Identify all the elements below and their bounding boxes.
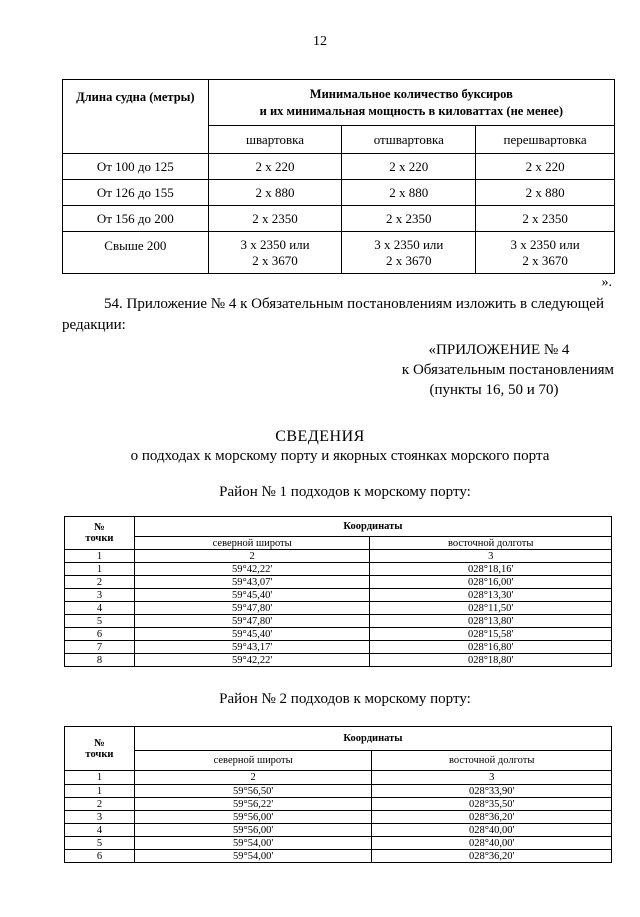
subheader-unmooring: отшвартовка — [342, 126, 476, 154]
num-row-cell: 1 — [65, 550, 135, 563]
paragraph-54-line1: 54. Приложение № 4 к Обязательным постановлениям изложить в следующей — [104, 296, 604, 312]
document-title: СВЕДЕНИЯ — [275, 428, 365, 445]
tug-value-line: 3 х 2350 или — [374, 236, 444, 252]
latitude-cell: 59°56,00' — [134, 824, 372, 837]
point-number-cell: 2 — [65, 798, 135, 811]
longitude-cell: 028°18,80' — [370, 654, 612, 667]
tug-value-line: 2 х 3670 — [252, 252, 298, 268]
num-row-cell: 2 — [134, 771, 372, 785]
point-no-line2: точки — [85, 533, 114, 544]
latitude-cell: 59°47,80' — [134, 615, 370, 628]
point-number-cell: 1 — [65, 785, 135, 798]
num-row-cell: 3 — [370, 550, 612, 563]
tug-value-line: 2 х 220 — [389, 158, 429, 174]
tug-value-line: 2 х 3670 — [386, 252, 432, 268]
point-no-line1: № — [94, 737, 105, 749]
tug-value-cell — [208, 154, 342, 180]
tug-value-line: 2 х 880 — [525, 184, 565, 200]
document-subtitle: о подходах к морскому порту и якорных стоянках морского порта — [130, 448, 550, 464]
tug-value-line: 3 х 2350 или — [240, 236, 310, 252]
point-number-cell: 6 — [65, 628, 135, 641]
vessel-length-cell: От 100 до 125 — [63, 154, 209, 180]
vessel-length-cell: Свыше 200 — [63, 232, 209, 274]
num-row-cell: 1 — [65, 771, 135, 785]
longitude-header: восточной долготы — [372, 751, 612, 771]
tug-value-line: 2 х 220 — [255, 158, 295, 174]
tug-count-header — [208, 80, 614, 126]
appendix-heading — [354, 340, 614, 400]
longitude-cell: 028°40,00' — [372, 837, 612, 850]
appendix-line3: (пункты 16, 50 и 70) — [429, 382, 559, 398]
point-no-header — [65, 517, 135, 550]
tug-requirements-table — [62, 79, 615, 274]
coord-row — [65, 563, 612, 576]
district-1-heading: Район № 1 подходов к морскому порту: — [219, 484, 471, 500]
tug-value-cell — [342, 206, 476, 232]
num-row-cell: 3 — [372, 771, 612, 785]
longitude-cell: 028°35,50' — [372, 798, 612, 811]
page-number: 12 — [313, 34, 327, 49]
tug-header-line1: Минимальное количество буксиров — [309, 86, 513, 101]
coord-row — [65, 602, 612, 615]
point-number-cell: 1 — [65, 563, 135, 576]
tug-value-line: 2 х 220 — [525, 158, 565, 174]
coord-row — [65, 824, 612, 837]
coord-row — [65, 615, 612, 628]
tug-value-line: 2 х 2350 — [386, 210, 432, 226]
point-number-cell: 2 — [65, 576, 135, 589]
district-2-heading: Район № 2 подходов к морскому порту: — [219, 691, 471, 707]
latitude-cell: 59°56,00' — [134, 811, 372, 824]
tug-value-line: 2 х 880 — [255, 184, 295, 200]
coord-row — [65, 576, 612, 589]
point-number-cell: 5 — [65, 615, 135, 628]
district-1-coords-table — [64, 516, 612, 667]
point-no-line2: точки — [85, 748, 114, 760]
coord-row — [65, 785, 612, 798]
longitude-cell: 028°33,90' — [372, 785, 612, 798]
latitude-cell: 59°54,00' — [134, 850, 372, 863]
tug-value-line: 2 х 3670 — [522, 252, 568, 268]
longitude-cell: 028°36,20' — [372, 850, 612, 863]
tug-value-cell — [208, 232, 342, 274]
tug-value-cell — [208, 180, 342, 206]
longitude-cell: 028°36,20' — [372, 811, 612, 824]
longitude-cell: 028°40,00' — [372, 824, 612, 837]
longitude-cell: 028°15,58' — [370, 628, 612, 641]
tug-value-cell — [342, 154, 476, 180]
latitude-cell: 59°42,22' — [134, 563, 370, 576]
latitude-header: северной широты — [134, 537, 370, 550]
tug-value-line: 2 х 880 — [389, 184, 429, 200]
subheader-mooring: швартовка — [208, 126, 342, 154]
latitude-cell: 59°56,50' — [134, 785, 372, 798]
longitude-cell: 028°18,16' — [370, 563, 612, 576]
point-no-header — [65, 727, 135, 771]
district-2-coords-table — [64, 726, 612, 863]
coordinates-header: Координаты — [134, 727, 611, 751]
vessel-length-cell: От 156 до 200 — [63, 206, 209, 232]
longitude-header: восточной долготы — [370, 537, 612, 550]
tug-row — [63, 154, 615, 180]
point-number-cell: 8 — [65, 654, 135, 667]
latitude-header: северной широты — [134, 751, 372, 771]
appendix-line1: «ПРИЛОЖЕНИЕ № 4 — [428, 342, 570, 358]
point-number-cell: 7 — [65, 641, 135, 654]
num-row-cell: 2 — [134, 550, 370, 563]
paragraph-54 — [62, 294, 614, 336]
latitude-cell: 59°43,17' — [134, 641, 370, 654]
coord-row — [65, 798, 612, 811]
paragraph-54-line2: редакции: — [62, 317, 126, 333]
tug-header-line2: и их минимальная мощность в киловаттах (не менее) — [259, 103, 563, 118]
point-number-cell: 5 — [65, 837, 135, 850]
tug-value-cell — [208, 206, 342, 232]
longitude-cell: 028°16,80' — [370, 641, 612, 654]
coordinates-header: Координаты — [134, 517, 611, 537]
latitude-cell: 59°56,22' — [134, 798, 372, 811]
tug-row — [63, 232, 615, 274]
coord-row — [65, 850, 612, 863]
longitude-cell: 028°13,80' — [370, 615, 612, 628]
latitude-cell: 59°54,00' — [134, 837, 372, 850]
coord-row — [65, 628, 612, 641]
coord-row — [65, 837, 612, 850]
tug-row — [63, 206, 615, 232]
coord-row — [65, 811, 612, 824]
tug-value-cell — [342, 232, 476, 274]
tug-value-cell — [476, 232, 615, 274]
tug-value-cell — [476, 180, 615, 206]
tug-value-cell — [476, 206, 615, 232]
point-number-cell: 3 — [65, 811, 135, 824]
tug-value-cell — [476, 154, 615, 180]
point-number-cell: 3 — [65, 589, 135, 602]
latitude-cell: 59°42,22' — [134, 654, 370, 667]
latitude-cell: 59°47,80' — [134, 602, 370, 615]
point-number-cell: 4 — [65, 602, 135, 615]
appendix-line2: к Обязательным постановлениям — [401, 362, 614, 378]
tug-value-line: 2 х 2350 — [522, 210, 568, 226]
longitude-cell: 028°13,30' — [370, 589, 612, 602]
point-number-cell: 4 — [65, 824, 135, 837]
tug-value-line: 2 х 2350 — [252, 210, 298, 226]
coord-row — [65, 589, 612, 602]
subheader-remooring: перешвартовка — [476, 126, 615, 154]
coord-row — [65, 641, 612, 654]
tug-value-cell — [342, 180, 476, 206]
length-header: Длина судна (метры) — [63, 80, 209, 154]
coord-row — [65, 654, 612, 667]
latitude-cell: 59°45,40' — [134, 589, 370, 602]
longitude-cell: 028°16,00' — [370, 576, 612, 589]
quote-end: ». — [601, 275, 612, 290]
vessel-length-cell: От 126 до 155 — [63, 180, 209, 206]
point-no-line1: № — [94, 522, 105, 533]
tug-row — [63, 180, 615, 206]
tug-value-line: 3 х 2350 или — [510, 236, 580, 252]
longitude-cell: 028°11,50' — [370, 602, 612, 615]
point-number-cell: 6 — [65, 850, 135, 863]
latitude-cell: 59°43,07' — [134, 576, 370, 589]
latitude-cell: 59°45,40' — [134, 628, 370, 641]
